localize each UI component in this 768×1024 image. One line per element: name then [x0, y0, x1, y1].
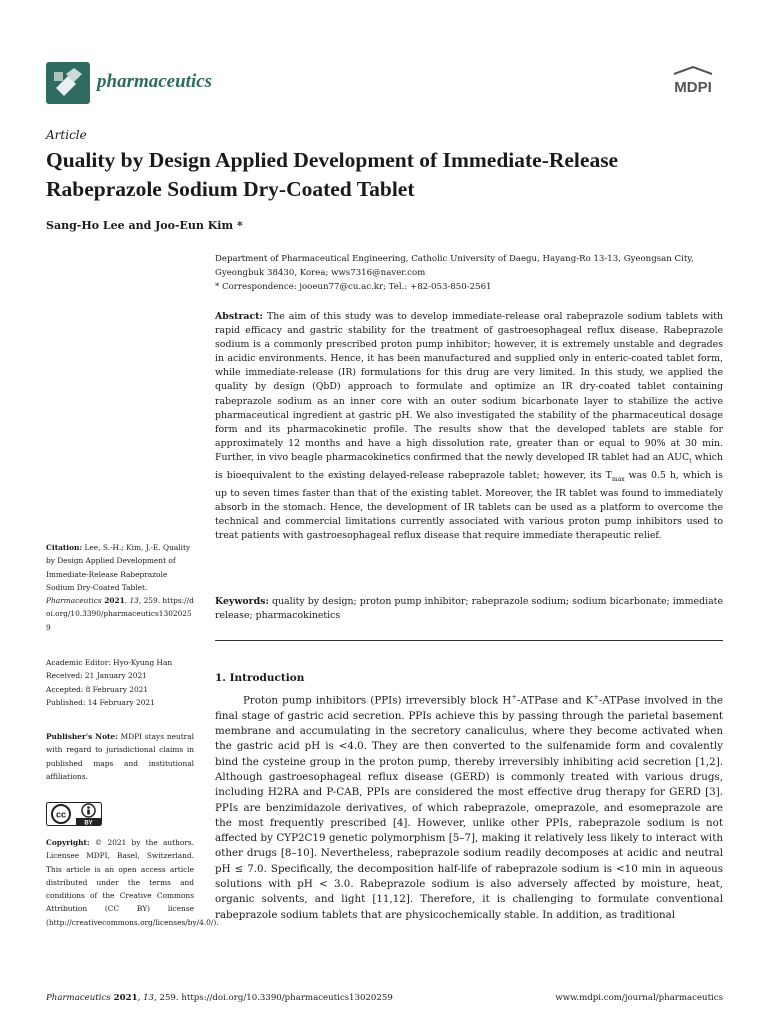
correspondence: * Correspondence: jooeun77@cu.ac.kr; Tel.: +82-053-850-2561 [215, 282, 492, 292]
section-divider [215, 640, 723, 641]
received-date: Received: 21 January 2021 [46, 671, 147, 681]
citation-volume: , 13, [124, 596, 142, 606]
copyright-text: © 2021 by the authors. Licensee MDPI, Basel, Switzerland. This article is an open access article distributed under the terms and conditions of the Creative Commons Attribution (CC BY) license (http://creativecommons.org/licenses/by/4.0/). [46, 838, 219, 927]
affiliation: Department of Pharmaceutical Engineering, Catholic University of Daegu, Hayang-Ro 13-13, Gyeongsan City, Gyeongbuk 38430, Korea; wws7316@naver.com [215, 254, 694, 278]
copyright [46, 836, 219, 929]
footer-year: 2021 [110, 993, 138, 1003]
cc-by-license-icon[interactable] [46, 802, 102, 826]
abstract-sub-t: t [689, 457, 692, 465]
publisher-note [46, 730, 194, 783]
editor-dates [46, 656, 194, 709]
abstract [215, 310, 723, 543]
footer-volume: , 13, [137, 993, 157, 1003]
abstract-sub-max: max [611, 475, 625, 483]
published-date: Published: 14 February 2021 [46, 697, 155, 707]
intro-sup-2: + [593, 693, 599, 701]
footer-doi[interactable]: 259. https://doi.org/10.3390/pharmaceutics13020259 [156, 993, 393, 1003]
publisher-note-text: MDPI stays neutral with regard to jurisdictional claims in published maps and institutional affiliations. [46, 732, 194, 781]
citation [46, 541, 194, 634]
footer-citation [46, 993, 393, 1003]
mdpi-logo [664, 66, 722, 98]
accepted-date: Accepted: 8 February 2021 [46, 684, 149, 694]
citation-label: Citation: [46, 543, 83, 552]
intro-text-3: -ATPase involved in the final stage of gastric acid secretion. PPIs achieve this by passing through the parietal basement membrane and accumulating in the secretory canaliculus, where they become activated when the gastric acid pH is <4.0. They are then converted to the sulfenamide form and covalently bind the cysteine group in the proton pump, thereby irreversibly inhibiting acid secretion [1,2]. Although gastroesophageal reflux disease (GERD) is commonly treated with various drugs, including H2RA and P-CAB, PPIs are considered the most effective drug therapy for GERD [3]. PPIs are benzimidazole derivatives, of which rabeprazole, omeprazole, and esomeprazole are the most frequently prescribed [4]. However, unlike other PPIs, rabeprazole sodium is not affected by CYP2C19 genetic polymorphism [5–7], making it relatively less likely to interact with other drugs [8–10]. Nevertheless, rabeprazole sodium readily decomposes at acidic and neutral pH ≤ 7.0. Specifically, the decomposition half-life of rabeprazole sodium is <10 min in aqueous solutions with pH < 3.0. Rabeprazole sodium is also adversely affected by moisture, heat, organic solvents, and light [11,12]. Therefore, it is challenging to formulate conventional rabeprazole sodium tablets that are physicochemically stable. In addition, as traditional [215, 694, 723, 921]
citation-journal: Pharmaceutics [46, 596, 102, 606]
academic-editor: Academic Editor: Hyo-Kyung Han [46, 658, 173, 667]
keywords [215, 595, 723, 623]
article-type: Article [46, 128, 87, 142]
intro-text-1: Proton pump inhibitors (PPIs) irreversibly block H [243, 694, 512, 707]
intro-sup-1: + [511, 693, 517, 701]
abstract-text-3: was 0.5 h, which is up to seven times faster than that of the existing tablet. Moreover, the IR tablet was found to immediately absorb in the stomach. Hence, the development of IR tablets can be used as a platform to overcome the technical and commercial limitations currently associated with various proton pump inhibitors used to treat patients with gastroesophageal reflux disease that require immediate therapeutic relief. [215, 469, 723, 542]
affiliation-block [215, 252, 725, 294]
citation-year: 2021 [101, 596, 125, 606]
introduction-paragraph [215, 690, 723, 923]
svg-text:cc: cc [55, 809, 67, 820]
article-title: Quality by Design Applied Development of Immediate-Release Rabeprazole Sodium Dry-Coated Tablet [46, 148, 619, 201]
copyright-label: Copyright: [46, 838, 90, 847]
journal-name: pharmaceutics [97, 71, 213, 92]
section-heading-introduction: 1. Introduction [215, 672, 305, 684]
cc-by-label: BY [84, 820, 93, 826]
abstract-label: Abstract: [215, 311, 263, 322]
footer-journal: Pharmaceutics [46, 993, 111, 1003]
abstract-text: The aim of this study was to develop immediate-release oral rabeprazole sodium tablets with rapid efficacy and gastric stability for the treatment of gastroesophageal reflux disease. Rabeprazole sodium is a commonly prescribed proton pump inhibitor; however, it is extremely unstable and degrades in acidic environments. Hence, it has been manufactured and supplied only in enteric-coated tablet form, while immediate-release (IR) formulations for this drug are very limited. In this study, we applied the quality by design (QbD) approach to formulate and optimize an IR dry-coated tablet containing rabeprazole sodium as an inner core with an outer sodium bicarbonate layer to stabilize the active pharmaceutical ingredient at gastric pH. We also investigated the stability of the pharmaceutical dosage form and its pharmacokinetic profile. The results show that the developed tablets are stable for approximately 12 months and have a high dissolution rate, greater than or equal to 90% at 30 min. Further, in vivo beagle pharmacokinetics confirmed that the newly developed IR tablet had an AUC [215, 311, 723, 463]
abstract-text-2: which is bioequivalent to the existing delayed-release rabeprazole tablet; however, its T [215, 451, 723, 481]
author-list: Sang-Ho Lee and Joo-Eun Kim * [46, 219, 243, 232]
intro-text-2: -ATPase and K [516, 694, 594, 707]
footer-journal-url[interactable]: www.mdpi.com/journal/pharmaceutics [555, 993, 723, 1003]
citation-text: Lee, S.-H.; Kim, J.-E. Quality by Design Applied Development of Immediate-Release Rabeprazole Sodium Dry-Coated Tablet. [46, 543, 191, 592]
keywords-text: quality by design; proton pump inhibitor; rabeprazole sodium; sodium bicarbonate; immediate release; pharmacokinetics [215, 596, 723, 622]
journal-logo [46, 62, 90, 104]
mdpi-logo-text: MDPI [674, 79, 712, 96]
citation-doi[interactable]: 259. https://doi.org/10.3390/pharmaceutics13020259 [46, 596, 194, 632]
keywords-label: Keywords: [215, 596, 269, 607]
publisher-note-label: Publisher's Note: [46, 732, 118, 741]
